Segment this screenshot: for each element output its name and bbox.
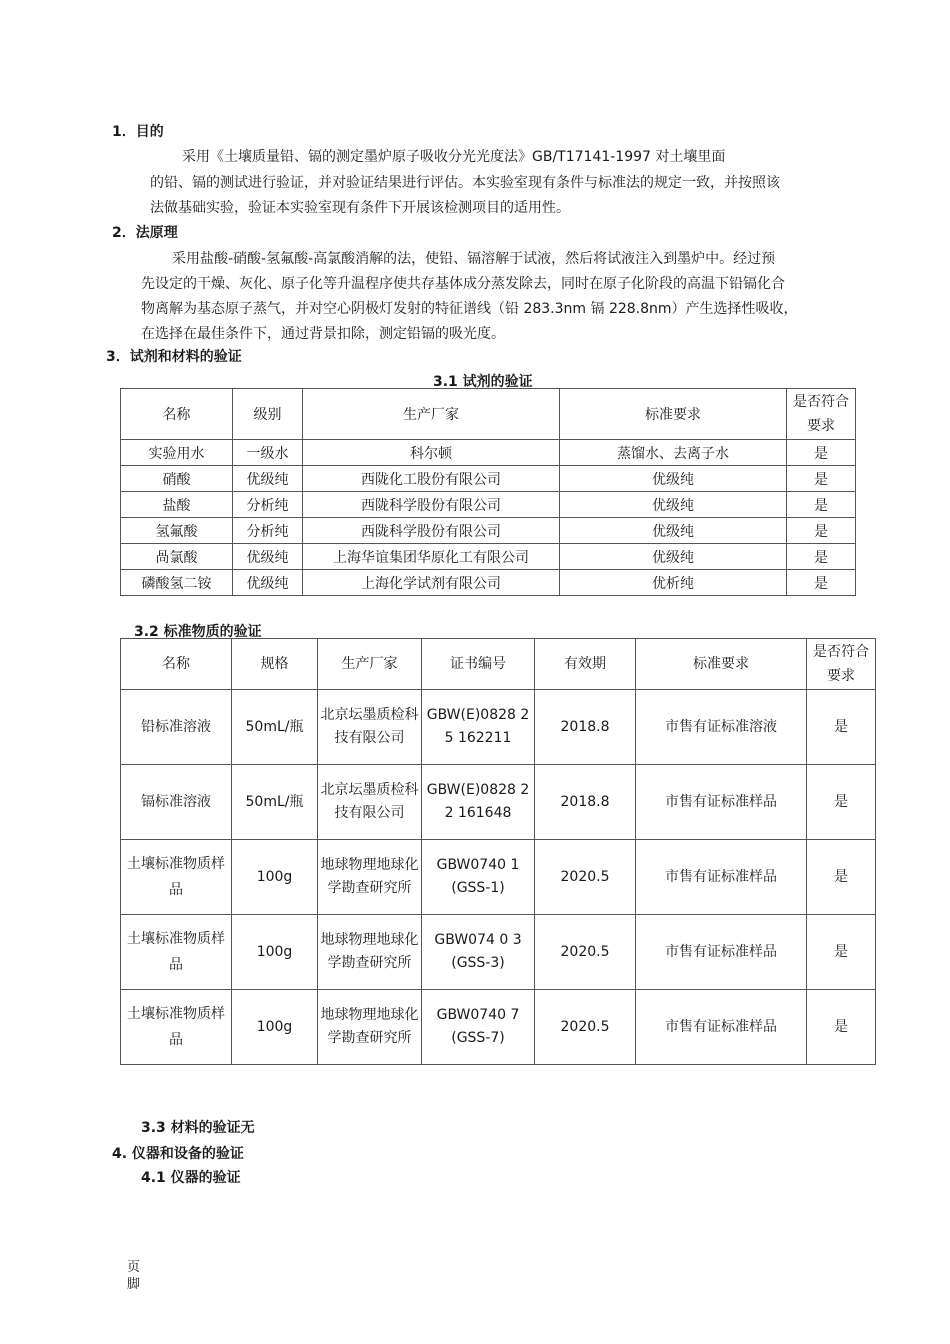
header-cell: 生产厂家 [303,389,560,440]
table-cell: 100g [232,840,318,915]
table-cell: 是 [787,544,856,570]
table-cell: 市售有证标准溶液 [636,690,807,765]
table-cell: 地球物理地球化学勘查研究所 [318,840,422,915]
table-2-caption: 3.2 标准物质的验证 [134,624,262,640]
table-cell: GBW0740 7 (GSS-7) [422,990,535,1065]
table-cell: 分析纯 [233,492,303,518]
table-row [121,990,876,1065]
table-cell: 优级纯 [233,570,303,596]
table-cell: 2020.5 [535,915,636,990]
table-cell: 咼氯酸 [121,544,233,570]
table-cell: 上海化学试剂有限公司 [303,570,560,596]
table-cell: 2018.8 [535,690,636,765]
table-cell: 是 [807,990,876,1065]
header-cell: 级别 [233,389,303,440]
table-cell: 北京坛墨质检科技有限公司 [318,690,422,765]
table-cell: 优级纯 [560,518,787,544]
table-cell: 50mL/瓶 [232,765,318,840]
section-3-heading: 3．试剂和材料的验证 [106,349,242,365]
table-cell: 土壤标准物质样品 [121,990,232,1065]
table-cell: 分析纯 [233,518,303,544]
table-cell: GBW074 0 3 (GSS-3) [422,915,535,990]
table-cell: 氢氟酸 [121,518,233,544]
header-cell: 是否符合要求 [807,639,876,690]
table-cell: 100g [232,990,318,1065]
table-cell: 100g [232,915,318,990]
header-cell: 标准要求 [636,639,807,690]
table-cell: 2020.5 [535,990,636,1065]
table-cell: 市售有证标准样品 [636,990,807,1065]
table-cell: 土壤标准物质样品 [121,840,232,915]
table-cell: 铅标准溶液 [121,690,232,765]
table-row [121,492,856,518]
table-cell: 优级纯 [560,492,787,518]
table-cell: 是 [807,765,876,840]
table-cell: 市售有证标准样品 [636,765,807,840]
section-1-line-1: 采用《土壤质量铅、镉的测定墨炉原子吸收分光光度法》GB/T17141-1997 对土壤里面 [182,149,726,165]
table-cell: 是 [787,440,856,466]
table-cell: 优级纯 [233,466,303,492]
table-cell: 西陇化工股份有限公司 [303,466,560,492]
table-cell: 优析纯 [560,570,787,596]
header-cell: 规格 [232,639,318,690]
reagent-table [120,388,856,596]
table-row [121,466,856,492]
table-cell: 硝酸 [121,466,233,492]
table-cell: 优级纯 [560,544,787,570]
table-header-row [121,389,856,440]
table-row [121,690,876,765]
section-2-line-1: 采用盐酸-硝酸-氢氟酸-高氯酸消解的法，使铅、镉溶解于试液，然后将试液注入到墨炉中。经过预 [172,251,776,267]
table-cell: GBW(E)0828 22 161648 [422,765,535,840]
section-1-line-3: 法做基础实验，验证本实验室现有条件下开展该检测项目的适用性。 [150,200,570,216]
table-row [121,544,856,570]
table-row [121,440,856,466]
table-cell: 是 [807,840,876,915]
reference-material-table [120,638,876,1065]
section-2-line-4: 在选择在最佳条件下，通过背景扣除，测定铅镉的吸光度。 [141,326,505,342]
table-cell: 科尔顿 [303,440,560,466]
table-cell: 一级水 [233,440,303,466]
table-cell: 是 [787,518,856,544]
table-cell: 优级纯 [560,466,787,492]
table-cell: 盐酸 [121,492,233,518]
table-cell: 是 [807,915,876,990]
table-header-row [121,639,876,690]
header-cell: 有效期 [535,639,636,690]
header-cell: 是否符合要求 [787,389,856,440]
table-row [121,518,856,544]
table-cell: 实验用水 [121,440,233,466]
header-cell: 名称 [121,639,232,690]
table-cell: 地球物理地球化学勘查研究所 [318,990,422,1065]
table-row [121,840,876,915]
section-1-heading: 1．目的 [112,124,164,140]
section-4-1: 4.1 仪器的验证 [141,1170,241,1186]
header-cell: 证书编号 [422,639,535,690]
table-cell: 是 [807,690,876,765]
table-cell: 上海华谊集团华原化工有限公司 [303,544,560,570]
table-cell: 磷酸氢二铵 [121,570,233,596]
section-2-heading: 2．法原理 [112,225,178,241]
table-cell: 是 [787,492,856,518]
table-cell: 西陇科学股份有限公司 [303,492,560,518]
header-cell: 名称 [121,389,233,440]
section-4-heading: 4. 仪器和设备的验证 [112,1146,244,1162]
table-cell: 土壤标准物质样品 [121,915,232,990]
table-cell: 地球物理地球化学勘查研究所 [318,915,422,990]
table-row [121,765,876,840]
table-cell: 镉标准溶液 [121,765,232,840]
table-cell: 优级纯 [233,544,303,570]
section-2-line-2: 先设定的干燥、灰化、原子化等升温程序使共存基体成分蒸发除去，同时在原子化阶段的高温下铅镉化合 [141,276,785,292]
section-3-3: 3.3 材料的验证无 [141,1120,255,1136]
table-cell: 50mL/瓶 [232,690,318,765]
table-cell: 市售有证标准样品 [636,915,807,990]
table-cell: 2018.8 [535,765,636,840]
table-cell: 是 [787,570,856,596]
table-row [121,570,856,596]
table-1-caption: 3.1 试剂的验证 [433,374,533,390]
section-2-line-3: 物离解为基态原子蒸气，并对空心阴极灯发射的特征谱线（铅 283.3nm 镉 228.8nm）产生选择性吸收， [141,301,798,317]
page-footer: 页脚 [127,1260,141,1292]
table-cell: GBW(E)0828 25 162211 [422,690,535,765]
table-row [121,915,876,990]
table-cell: 西陇科学股份有限公司 [303,518,560,544]
table-cell: 市售有证标准样品 [636,840,807,915]
table-cell: 蒸馏水、去离子水 [560,440,787,466]
table-cell: 2020.5 [535,840,636,915]
header-cell: 生产厂家 [318,639,422,690]
section-1-line-2: 的铅、镉的测试进行验证，并对验证结果进行评估。本实验室现有条件与标准法的规定一致，并按照该 [150,175,780,191]
table-cell: GBW0740 1 (GSS-1) [422,840,535,915]
header-cell: 标准要求 [560,389,787,440]
table-cell: 是 [787,466,856,492]
table-cell: 北京坛墨质检科技有限公司 [318,765,422,840]
